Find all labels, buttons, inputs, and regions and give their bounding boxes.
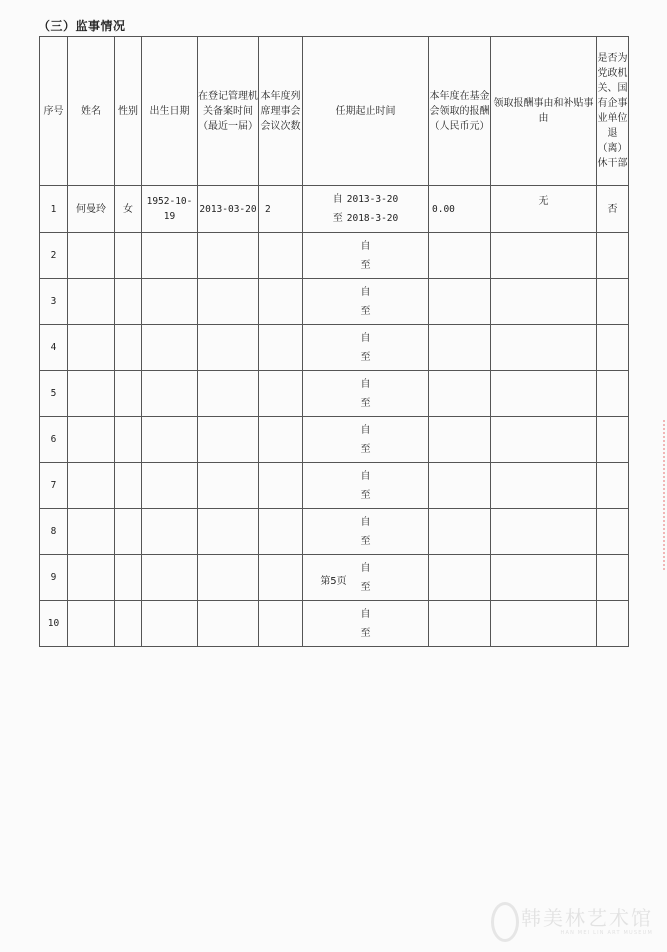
cell-name <box>68 509 115 555</box>
cell-term <box>303 186 429 233</box>
cell-pay <box>429 601 491 647</box>
cell-birth: 1952-10-19 <box>142 186 198 233</box>
cell-seq: 7 <box>40 463 68 509</box>
term-to-line <box>303 394 428 413</box>
cell-gender <box>115 325 142 371</box>
cell-reason <box>491 417 597 463</box>
cell-pay <box>429 463 491 509</box>
cell-meetings: 2 <box>259 186 303 233</box>
cell-reason <box>491 325 597 371</box>
cell-gender <box>115 417 142 463</box>
term-to-label: 至 <box>360 397 371 409</box>
cell-pay <box>429 279 491 325</box>
cell-gender <box>115 509 142 555</box>
cell-retired <box>597 233 629 279</box>
term-to-label: 至 <box>360 627 371 639</box>
header-meetings: 本年度列席理事会会议次数 <box>259 37 303 186</box>
cell-seq: 10 <box>40 601 68 647</box>
cell-birth <box>142 417 198 463</box>
cell-filing-date: 2013-03-20 <box>198 186 259 233</box>
term-from-line <box>303 467 428 486</box>
term-to-label: 至 <box>360 581 371 593</box>
term-to-label: 至 <box>360 535 371 547</box>
term-to-label: 至 <box>360 443 371 455</box>
table-row <box>40 417 629 463</box>
table-row <box>40 509 629 555</box>
term-from-value: 2013-3-20 <box>346 194 399 205</box>
cell-meetings <box>259 417 303 463</box>
term-from-line <box>303 329 428 348</box>
cell-name <box>68 233 115 279</box>
term-to-line <box>303 256 428 275</box>
term-from-label: 自 <box>332 194 343 205</box>
header-filing-date: 在登记管理机关备案时间（最近一届） <box>198 37 259 186</box>
cell-filing-date <box>198 233 259 279</box>
cell-term <box>303 371 429 417</box>
supervisors-table-wrap <box>39 36 628 647</box>
cell-gender <box>115 279 142 325</box>
term-to-value: 2018-3-20 <box>346 213 399 224</box>
cell-retired <box>597 509 629 555</box>
cell-name: 何曼玲 <box>68 186 115 233</box>
cell-term <box>303 325 429 371</box>
cell-name <box>68 601 115 647</box>
cell-birth <box>142 601 198 647</box>
edge-scan-mark <box>659 420 665 570</box>
term-to-label: 至 <box>360 489 371 501</box>
cell-meetings <box>259 325 303 371</box>
cell-term <box>303 463 429 509</box>
cell-seq: 8 <box>40 509 68 555</box>
cell-seq: 1 <box>40 186 68 233</box>
cell-meetings <box>259 463 303 509</box>
cell-term <box>303 601 429 647</box>
cell-pay <box>429 417 491 463</box>
cell-term <box>303 279 429 325</box>
cell-retired: 否 <box>597 186 629 233</box>
cell-reason <box>491 371 597 417</box>
cell-seq: 4 <box>40 325 68 371</box>
cell-filing-date <box>198 325 259 371</box>
term-from-label: 自 <box>360 286 371 298</box>
cell-reason <box>491 509 597 555</box>
cell-reason <box>491 601 597 647</box>
cell-gender <box>115 463 142 509</box>
table-row <box>40 371 629 417</box>
cell-reason: 无 <box>491 186 597 233</box>
cell-seq: 5 <box>40 371 68 417</box>
term-from-label: 自 <box>360 562 371 574</box>
table-row <box>40 233 629 279</box>
cell-birth <box>142 233 198 279</box>
cell-meetings <box>259 371 303 417</box>
cell-filing-date <box>198 509 259 555</box>
term-to-line <box>303 209 428 228</box>
header-name: 姓名 <box>68 37 115 186</box>
term-from-line <box>303 375 428 394</box>
cell-term <box>303 417 429 463</box>
cell-reason <box>491 279 597 325</box>
cell-seq: 9 <box>40 555 68 601</box>
table-row <box>40 463 629 509</box>
cell-pay <box>429 233 491 279</box>
watermark-cn: 韩美林艺术馆 <box>521 906 653 930</box>
term-from-label: 自 <box>360 470 371 482</box>
cell-reason <box>491 463 597 509</box>
cell-name <box>68 463 115 509</box>
cell-reason <box>491 233 597 279</box>
term-to-label: 至 <box>360 351 371 363</box>
header-seq: 序号 <box>40 37 68 186</box>
header-row <box>40 37 629 186</box>
watermark-en: HAN MEI LIN ART MUSEUM <box>560 930 653 936</box>
table-row <box>40 186 629 233</box>
cell-filing-date <box>198 417 259 463</box>
cell-name <box>68 417 115 463</box>
cell-seq: 6 <box>40 417 68 463</box>
cell-retired <box>597 417 629 463</box>
cell-name <box>68 279 115 325</box>
term-from-label: 自 <box>360 378 371 390</box>
cell-birth <box>142 509 198 555</box>
cell-filing-date <box>198 463 259 509</box>
cell-term <box>303 233 429 279</box>
cell-seq: 3 <box>40 279 68 325</box>
term-from-line <box>303 283 428 302</box>
table-row <box>40 325 629 371</box>
cell-name <box>68 325 115 371</box>
cell-retired <box>597 371 629 417</box>
cell-filing-date <box>198 371 259 417</box>
cell-birth <box>142 279 198 325</box>
section-title: （三）监事情况 <box>38 19 126 33</box>
header-term: 任期起止时间 <box>303 37 429 186</box>
term-from-label: 自 <box>360 608 371 620</box>
term-to-line <box>303 532 428 551</box>
supervisors-table <box>39 36 629 647</box>
term-to-label: 至 <box>360 259 371 271</box>
cell-gender <box>115 371 142 417</box>
cell-pay: 0.00 <box>429 186 491 233</box>
cell-term <box>303 509 429 555</box>
cell-pay <box>429 325 491 371</box>
term-from-line <box>303 237 428 256</box>
cell-meetings <box>259 601 303 647</box>
term-from-label: 自 <box>360 240 371 252</box>
term-to-line <box>303 440 428 459</box>
cell-birth <box>142 371 198 417</box>
header-gender: 性别 <box>115 37 142 186</box>
cell-birth <box>142 463 198 509</box>
term-to-line <box>303 348 428 367</box>
term-from-label: 自 <box>360 424 371 436</box>
term-from-label: 自 <box>360 516 371 528</box>
term-from-line <box>303 605 428 624</box>
cell-gender <box>115 601 142 647</box>
cell-pay <box>429 509 491 555</box>
term-to-line <box>303 486 428 505</box>
table-row <box>40 279 629 325</box>
term-to-label: 至 <box>332 213 343 224</box>
cell-meetings <box>259 509 303 555</box>
cell-filing-date <box>198 601 259 647</box>
term-to-line <box>303 624 428 643</box>
cell-meetings <box>259 279 303 325</box>
cell-gender <box>115 233 142 279</box>
cell-birth <box>142 325 198 371</box>
header-reason: 领取报酬事由和补贴事由 <box>491 37 597 186</box>
cell-retired <box>597 279 629 325</box>
header-pay: 本年度在基金会领取的报酬（人民币元） <box>429 37 491 186</box>
museum-watermark <box>489 902 659 942</box>
cell-retired <box>597 601 629 647</box>
header-retired: 是否为党政机关、国有企事业单位退（离）休干部 <box>597 37 629 186</box>
term-from-line <box>303 513 428 532</box>
term-from-line <box>303 190 428 209</box>
cell-gender: 女 <box>115 186 142 233</box>
cell-name <box>68 371 115 417</box>
cell-seq: 2 <box>40 233 68 279</box>
term-from-label: 自 <box>360 332 371 344</box>
header-birth: 出生日期 <box>142 37 198 186</box>
term-to-label: 至 <box>360 305 371 317</box>
cell-meetings <box>259 233 303 279</box>
cell-retired <box>597 463 629 509</box>
cell-filing-date <box>198 279 259 325</box>
table-row <box>40 601 629 647</box>
watermark-logo-icon <box>491 902 519 942</box>
term-from-line <box>303 421 428 440</box>
page-number: 第5页 <box>320 576 347 587</box>
term-to-line <box>303 302 428 321</box>
cell-retired <box>597 325 629 371</box>
cell-pay <box>429 371 491 417</box>
